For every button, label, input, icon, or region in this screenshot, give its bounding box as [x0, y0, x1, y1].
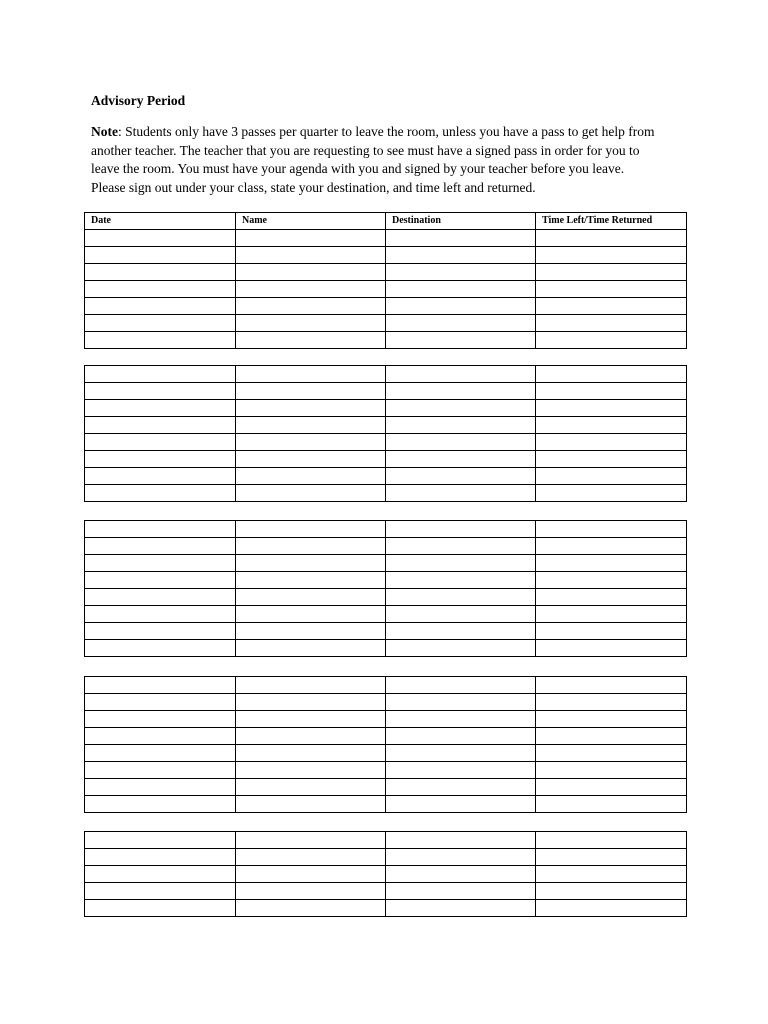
entry-cell-date[interactable]: [85, 640, 236, 657]
entry-cell-time[interactable]: [536, 315, 687, 332]
entry-cell-time[interactable]: [536, 298, 687, 315]
entry-cell-name[interactable]: [236, 451, 386, 468]
entry-cell-time[interactable]: [536, 745, 687, 762]
entry-cell-time[interactable]: [536, 538, 687, 555]
entry-cell-destination[interactable]: [386, 383, 536, 400]
sign-out-table-1: [84, 212, 687, 349]
entry-cell-time[interactable]: [536, 900, 687, 917]
table-row: [85, 281, 687, 298]
page-title: Advisory Period: [91, 93, 186, 108]
table-row: [85, 728, 687, 745]
entry-cell-time[interactable]: [536, 589, 687, 606]
entry-cell-name[interactable]: [236, 572, 386, 589]
entry-cell-date[interactable]: [85, 745, 236, 762]
entry-cell-destination[interactable]: [386, 281, 536, 298]
entry-cell-time[interactable]: [536, 451, 687, 468]
entry-cell-name[interactable]: [236, 677, 386, 694]
entry-cell-destination[interactable]: [386, 538, 536, 555]
entry-cell-name[interactable]: [236, 745, 386, 762]
table-row: [85, 883, 687, 900]
table-row: [85, 849, 687, 866]
entry-cell-destination[interactable]: [386, 315, 536, 332]
entry-cell-name[interactable]: [236, 400, 386, 417]
table-row: [85, 366, 687, 383]
entry-cell-date[interactable]: [85, 849, 236, 866]
entry-cell-time[interactable]: [536, 883, 687, 900]
entry-cell-time[interactable]: [536, 728, 687, 745]
entry-cell-name[interactable]: [236, 623, 386, 640]
entry-cell-name[interactable]: [236, 417, 386, 434]
entry-cell-name[interactable]: [236, 796, 386, 813]
entry-cell-date[interactable]: [85, 417, 236, 434]
table-row: [85, 694, 687, 711]
entry-cell-destination[interactable]: [386, 366, 536, 383]
entry-cell-destination[interactable]: [386, 521, 536, 538]
note-paragraph: [91, 123, 691, 197]
entry-cell-date[interactable]: [85, 332, 236, 349]
entry-cell-date[interactable]: [85, 468, 236, 485]
table-row: [85, 711, 687, 728]
entry-cell-name[interactable]: [236, 230, 386, 247]
entry-cell-date[interactable]: [85, 538, 236, 555]
entry-cell-time[interactable]: [536, 247, 687, 264]
entry-cell-destination[interactable]: [386, 623, 536, 640]
note-line-2: another teacher. The teacher that you are requesting to see must have a signed pass in order for you to: [91, 142, 640, 158]
entry-cell-name[interactable]: [236, 866, 386, 883]
table-row: [85, 779, 687, 796]
entry-cell-date[interactable]: [85, 315, 236, 332]
entry-cell-date[interactable]: [85, 383, 236, 400]
entry-cell-destination[interactable]: [386, 900, 536, 917]
table-row: [85, 538, 687, 555]
entry-cell-date[interactable]: [85, 589, 236, 606]
entry-cell-time[interactable]: [536, 849, 687, 866]
entry-cell-destination[interactable]: [386, 728, 536, 745]
entry-cell-date[interactable]: [85, 832, 236, 849]
entry-cell-destination[interactable]: [386, 762, 536, 779]
table-row: [85, 383, 687, 400]
entry-cell-date[interactable]: [85, 694, 236, 711]
entry-cell-destination[interactable]: [386, 606, 536, 623]
entry-cell-name[interactable]: [236, 694, 386, 711]
note-line-3: leave the room. You must have your agenda with you and signed by your teacher before you leave.: [91, 161, 625, 177]
table-row: [85, 468, 687, 485]
entry-cell-name[interactable]: [236, 485, 386, 502]
note-text-1: : Students only have 3 passes per quarter to leave the room, unless you have a pass to get help from: [118, 124, 655, 139]
entry-cell-date[interactable]: [85, 796, 236, 813]
entry-cell-name[interactable]: [236, 900, 386, 917]
entry-cell-name[interactable]: [236, 711, 386, 728]
table-row: [85, 623, 687, 640]
entry-cell-time[interactable]: [536, 485, 687, 502]
entry-cell-destination[interactable]: [386, 400, 536, 417]
entry-cell-name[interactable]: [236, 883, 386, 900]
header-row: [85, 213, 687, 230]
entry-cell-destination[interactable]: [386, 589, 536, 606]
entry-cell-destination[interactable]: [386, 247, 536, 264]
sign-out-table-3: [84, 520, 687, 657]
entry-cell-name[interactable]: [236, 555, 386, 572]
entry-cell-date[interactable]: [85, 434, 236, 451]
entry-cell-destination[interactable]: [386, 832, 536, 849]
table-row: [85, 247, 687, 264]
entry-cell-time[interactable]: [536, 434, 687, 451]
entry-cell-date[interactable]: [85, 281, 236, 298]
table-row: [85, 485, 687, 502]
entry-cell-name[interactable]: [236, 538, 386, 555]
entry-cell-date[interactable]: [85, 451, 236, 468]
entry-cell-time[interactable]: [536, 400, 687, 417]
sign-out-table-4: [84, 676, 687, 813]
entry-cell-time[interactable]: [536, 366, 687, 383]
entry-cell-time[interactable]: [536, 711, 687, 728]
entry-cell-destination[interactable]: [386, 796, 536, 813]
entry-cell-name[interactable]: [236, 366, 386, 383]
entry-cell-destination[interactable]: [386, 640, 536, 657]
entry-cell-destination[interactable]: [386, 745, 536, 762]
entry-cell-time[interactable]: [536, 281, 687, 298]
entry-cell-time[interactable]: [536, 332, 687, 349]
table-row: [85, 434, 687, 451]
table-row: [85, 677, 687, 694]
entry-cell-date[interactable]: [85, 230, 236, 247]
table-row: [85, 332, 687, 349]
table-row: [85, 866, 687, 883]
entry-cell-destination[interactable]: [386, 298, 536, 315]
entry-cell-time[interactable]: [536, 468, 687, 485]
note-line-4: Please sign out under your class, state your destination, and time left and returned.: [91, 179, 536, 195]
entry-cell-date[interactable]: [85, 572, 236, 589]
entry-cell-name[interactable]: [236, 521, 386, 538]
table-row: [85, 796, 687, 813]
table-row: [85, 298, 687, 315]
entry-cell-destination[interactable]: [386, 451, 536, 468]
entry-cell-destination[interactable]: [386, 264, 536, 281]
entry-cell-destination[interactable]: [386, 849, 536, 866]
entry-cell-name[interactable]: [236, 298, 386, 315]
table-row: [85, 606, 687, 623]
sign-out-table-5: [84, 831, 687, 917]
entry-cell-time[interactable]: [536, 677, 687, 694]
entry-cell-name[interactable]: [236, 315, 386, 332]
table-row: [85, 315, 687, 332]
entry-cell-name[interactable]: [236, 264, 386, 281]
table-row: [85, 900, 687, 917]
entry-cell-destination[interactable]: [386, 677, 536, 694]
column-header-name: Name: [236, 213, 386, 230]
entry-cell-date[interactable]: [85, 883, 236, 900]
entry-cell-destination[interactable]: [386, 434, 536, 451]
entry-cell-time[interactable]: [536, 606, 687, 623]
entry-cell-time[interactable]: [536, 264, 687, 281]
entry-cell-date[interactable]: [85, 264, 236, 281]
table-row: [85, 521, 687, 538]
entry-cell-time[interactable]: [536, 555, 687, 572]
entry-cell-date[interactable]: [85, 400, 236, 417]
entry-cell-time[interactable]: [536, 521, 687, 538]
entry-cell-destination[interactable]: [386, 711, 536, 728]
entry-cell-name[interactable]: [236, 434, 386, 451]
table-row: [85, 589, 687, 606]
table-row: [85, 264, 687, 281]
entry-cell-name[interactable]: [236, 606, 386, 623]
table-row: [85, 832, 687, 849]
entry-cell-date[interactable]: [85, 677, 236, 694]
column-header-destination: Destination: [386, 213, 536, 230]
entry-cell-date[interactable]: [85, 606, 236, 623]
entry-cell-date[interactable]: [85, 623, 236, 640]
entry-cell-date[interactable]: [85, 866, 236, 883]
table-row: [85, 417, 687, 434]
entry-cell-name[interactable]: [236, 468, 386, 485]
table-row: [85, 745, 687, 762]
table-row: [85, 762, 687, 779]
entry-cell-time[interactable]: [536, 762, 687, 779]
entry-cell-time[interactable]: [536, 694, 687, 711]
entry-cell-time[interactable]: [536, 417, 687, 434]
column-header-date: Date: [85, 213, 236, 230]
note-label: Note: [91, 124, 118, 139]
entry-cell-date[interactable]: [85, 521, 236, 538]
entry-cell-date[interactable]: [85, 555, 236, 572]
entry-cell-time[interactable]: [536, 572, 687, 589]
entry-cell-name[interactable]: [236, 849, 386, 866]
entry-cell-destination[interactable]: [386, 485, 536, 502]
entry-cell-name[interactable]: [236, 832, 386, 849]
entry-cell-date[interactable]: [85, 762, 236, 779]
entry-cell-destination[interactable]: [386, 332, 536, 349]
entry-cell-name[interactable]: [236, 640, 386, 657]
sign-out-table-2: [84, 365, 687, 502]
entry-cell-name[interactable]: [236, 589, 386, 606]
entry-cell-time[interactable]: [536, 230, 687, 247]
entry-cell-date[interactable]: [85, 485, 236, 502]
entry-cell-name[interactable]: [236, 762, 386, 779]
entry-cell-date[interactable]: [85, 298, 236, 315]
entry-cell-name[interactable]: [236, 281, 386, 298]
entry-cell-destination[interactable]: [386, 883, 536, 900]
table-row: [85, 640, 687, 657]
entry-cell-time[interactable]: [536, 796, 687, 813]
entry-cell-date[interactable]: [85, 728, 236, 745]
note-line-1: [91, 123, 691, 142]
entry-cell-time[interactable]: [536, 779, 687, 796]
entry-cell-destination[interactable]: [386, 866, 536, 883]
entry-cell-date[interactable]: [85, 711, 236, 728]
entry-cell-time[interactable]: [536, 832, 687, 849]
entry-cell-destination[interactable]: [386, 779, 536, 796]
entry-cell-destination[interactable]: [386, 230, 536, 247]
column-header-time: Time Left/Time Returned: [536, 213, 687, 230]
entry-cell-time[interactable]: [536, 383, 687, 400]
table-row: [85, 400, 687, 417]
table-row: [85, 451, 687, 468]
table-row: [85, 230, 687, 247]
entry-cell-date[interactable]: [85, 247, 236, 264]
entry-cell-date[interactable]: [85, 366, 236, 383]
entry-cell-time[interactable]: [536, 866, 687, 883]
entry-cell-destination[interactable]: [386, 555, 536, 572]
entry-cell-name[interactable]: [236, 383, 386, 400]
table-row: [85, 555, 687, 572]
entry-cell-destination[interactable]: [386, 468, 536, 485]
entry-cell-name[interactable]: [236, 332, 386, 349]
entry-cell-destination[interactable]: [386, 572, 536, 589]
entry-cell-name[interactable]: [236, 247, 386, 264]
table-row: [85, 572, 687, 589]
entry-cell-destination[interactable]: [386, 694, 536, 711]
entry-cell-date[interactable]: [85, 900, 236, 917]
entry-cell-time[interactable]: [536, 623, 687, 640]
entry-cell-time[interactable]: [536, 640, 687, 657]
entry-cell-destination[interactable]: [386, 417, 536, 434]
entry-cell-name[interactable]: [236, 728, 386, 745]
entry-cell-date[interactable]: [85, 779, 236, 796]
entry-cell-name[interactable]: [236, 779, 386, 796]
